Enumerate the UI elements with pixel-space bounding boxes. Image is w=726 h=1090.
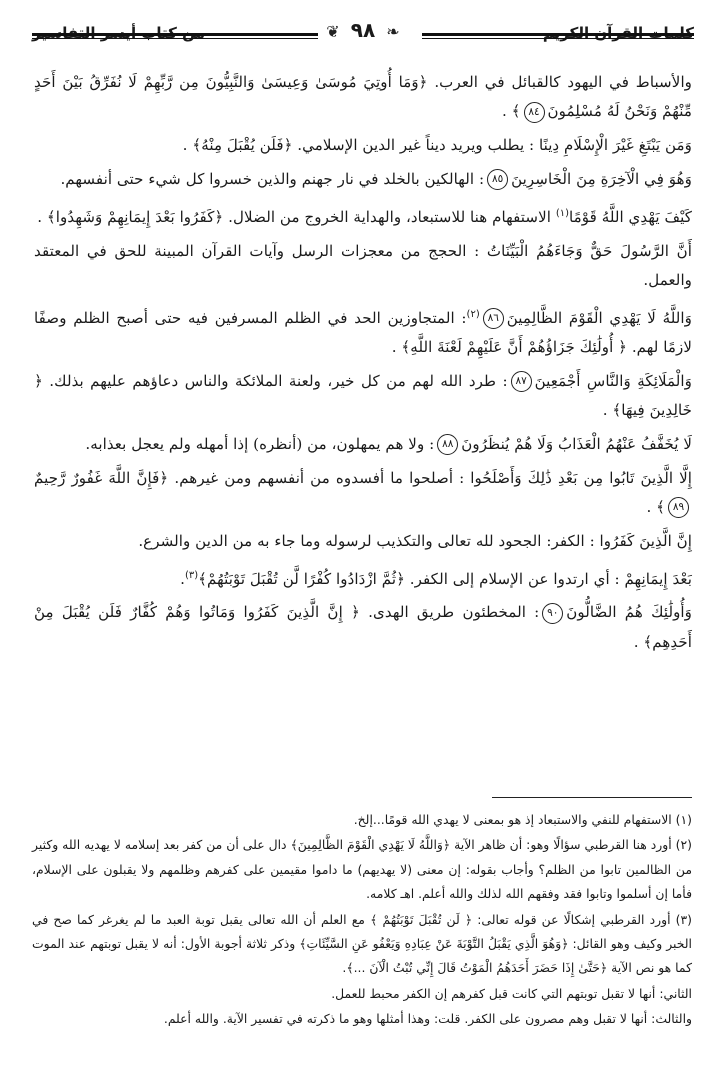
right-ornament-icon: ❧: [386, 22, 400, 41]
header-rule-left: [32, 33, 318, 36]
header-rule-left-thin: [32, 38, 318, 39]
main-text: [34, 68, 692, 662]
verse-number-mark: ٨٦: [483, 308, 504, 329]
header-rule-right-thin: [422, 38, 694, 39]
footnote: (٢) أورد هنا القرطبي سؤالًا وهو: أن ظاهر الآية ﴿وَاللَّهُ لَا يَهْدِي الْقَوْمَ الظَّالِمِينَ﴾ دال على أن من كفر بعد إسلامه لا يهديه الله وكثير من الظالمين تابوا من الظلم؟ وأجاب بقوله: إن معنى (لا يهديهم) ما داموا مقيمين على كفرهم وظلمهم ولا يقبلون على الإسلام، فأما إن أسلموا وتابوا فقد وفقهم الله لذلك والله أعلم. اهـ كلامه.: [32, 837, 692, 902]
paragraph: لَا يُخَفَّفُ عَنْهُمُ الْعَذَابُ وَلَا هُمْ يُنظَرُونَ٨٨: ولا هم يمهلون، من (أنظره) إذا أمهله ولم يعجل بعذابه.: [34, 430, 692, 459]
header-rule-right: [422, 33, 694, 36]
verse-number-mark: ٨٥: [487, 169, 508, 190]
footnote-ref: (١): [555, 207, 569, 219]
paragraph: إِلَّا الَّذِينَ تَابُوا مِن بَعْدِ ذَٰلِكَ وَأَصْلَحُوا : أصلحوا ما أفسدوه من أنفسهم ومن غيرهم. ﴿فَإِنَّ اللَّهَ غَفُورٌ رَّحِيمٌ٨٩﴾ .: [34, 464, 692, 523]
page-number: ٩٨: [350, 18, 376, 42]
footnote-divider: [492, 797, 692, 798]
verse-number-mark: ٨٨: [437, 434, 458, 455]
paragraph: وَأُولَٰئِكَ هُمُ الضَّالُّونَ٩٠: المخطئون طريق الهدى. ﴿ إِنَّ الَّذِينَ كَفَرُوا وَمَاتُوا وَهُمْ كُفَّارٌ فَلَن يُقْبَلَ مِنْ أَحَدِهِم﴾ .: [34, 603, 692, 651]
paragraph: إِنَّ الَّذِينَ كَفَرُوا : الكفر: الجحود لله تعالى والتكذيب لرسوله وما جاء به من الدين والشرع.: [138, 531, 692, 550]
paragraph: بَعْدَ إِيمَانِهِمْ : أي ارتدوا عن الإسلام إلى الكفر. ﴿ثُمَّ ازْدَادُوا كُفْرًا لَّن تُقْبَلَ تَوْبَتُهُمْ﴾$^{(٣)}$.: [180, 569, 692, 588]
paragraph: وَمَن يَبْتَغِ غَيْرَ الْإِسْلَامِ دِينًا : يطلب ويريد ديناً غير الدين الإسلامي. ﴿فَلَن يُقْبَلَ مِنْهُ﴾ .: [182, 136, 692, 155]
footnote-ref: (٢): [466, 308, 480, 320]
paragraph: وَالْمَلَائِكَةِ وَالنَّاسِ أَجْمَعِينَ٨٧: طرد الله لهم من كل خير، ولعنة الملائكة والناس دعاؤهم عليهم بذلك. ﴿ خَالِدِينَ فِيهَا﴾ .: [34, 371, 692, 420]
paragraph: أَنَّ الرَّسُولَ حَقٌّ وَجَاءَهُمُ الْبَيِّنَاتُ : الحجج من معجزات الرسل وآيات القرآن المبينة للحق في المعتقد والعمل.: [34, 241, 692, 289]
verse-number-mark: ٨٤: [524, 102, 545, 123]
footnote: الثاني: أنها لا تقبل توبتهم التي كانت قبل كفرهم إن الكفر محبط للعمل.: [331, 985, 692, 1001]
paragraph: كَيْفَ يَهْدِي اللَّهُ قَوْمًا$^{(١)}$ الاستفهام هنا للاستبعاد، والهداية الخروج من الضلال. ﴿كَفَرُوا بَعْدَ إِيمَانِهِمْ وَشَهِدُوا﴾ .: [37, 207, 692, 226]
paragraph: والأسباط في اليهود كالقبائل في العرب. ﴿وَمَا أُوتِيَ مُوسَىٰ وَعِيسَىٰ وَالنَّبِيُّونَ مِن رَّبِّهِمْ لَا نُفَرِّقُ بَيْنَ أَحَدٍ مِّنْهُمْ وَنَحْنُ لَهُ مُسْلِمُونَ٨٤﴾ .: [34, 68, 692, 127]
footnote-ref: (٣): [184, 569, 199, 581]
footnotes: [32, 808, 692, 1033]
left-ornament-icon: ❦: [326, 22, 340, 41]
footnote: (١) الاستفهام للنفي والاستبعاد إذ هو بمعنى لا يهدي الله قومًا...إلخ.: [353, 812, 692, 827]
footnote: (٣) أورد القرطبي إشكالًا عن قوله تعالى: ﴿ لَن تُقْبَلَ تَوْبَتُهُمْ ﴾ مع العلم أن الله تعالى يقبل توبة العبد ما لم يغرغر كما صح في الخبر وكيف وهو القائل: ﴿وَهُوَ الَّذِي يَقْبَلُ التَّوْبَةَ عَنْ عِبَادِهِ وَيَعْفُو عَنِ السَّيِّئَاتِ﴾ وذكر ثلاثة أجوبة الأول: أنه لا يقبل توبتهم عند الموت كما هو نص الآية ﴿حَتَّىٰ إِذَا حَضَرَ أَحَدَهُمُ الْمَوْتُ قَالَ إِنِّي تُبْتُ الْآنَ ...﴾.: [32, 911, 692, 976]
footnote: والثالث: أنها لا تقبل وهم مصرون على الكفر. قلت: وهذا أمثلها وهو ما ذكرته في تفسير الآية. والله أعلم.: [163, 1011, 692, 1027]
verse-number-mark: ٨٧: [511, 371, 532, 392]
verse-number-mark: ٨٩: [668, 497, 689, 518]
paragraph: وَهُوَ فِي الْآخِرَةِ مِنَ الْخَاسِرِينَ٨٥: الهالكين بالخلد في نار جهنم والذين خسروا كل شيء حتى أنفسهم.: [34, 165, 692, 194]
paragraph: وَاللَّهُ لَا يَهْدِي الْقَوْمَ الظَّالِمِينَ٨٦$^{(٢)}$: المتجاوزين الحد في الظلم المسرفين فيه حتى أصبح الظلم وصفًا لازمًا لهم. ﴿ أُولَٰئِكَ جَزَاؤُهُمْ أَنَّ عَلَيْهِمْ لَعْنَةَ اللَّهِ﴾ .: [34, 308, 692, 356]
verse-number-mark: ٩٠: [542, 603, 563, 624]
